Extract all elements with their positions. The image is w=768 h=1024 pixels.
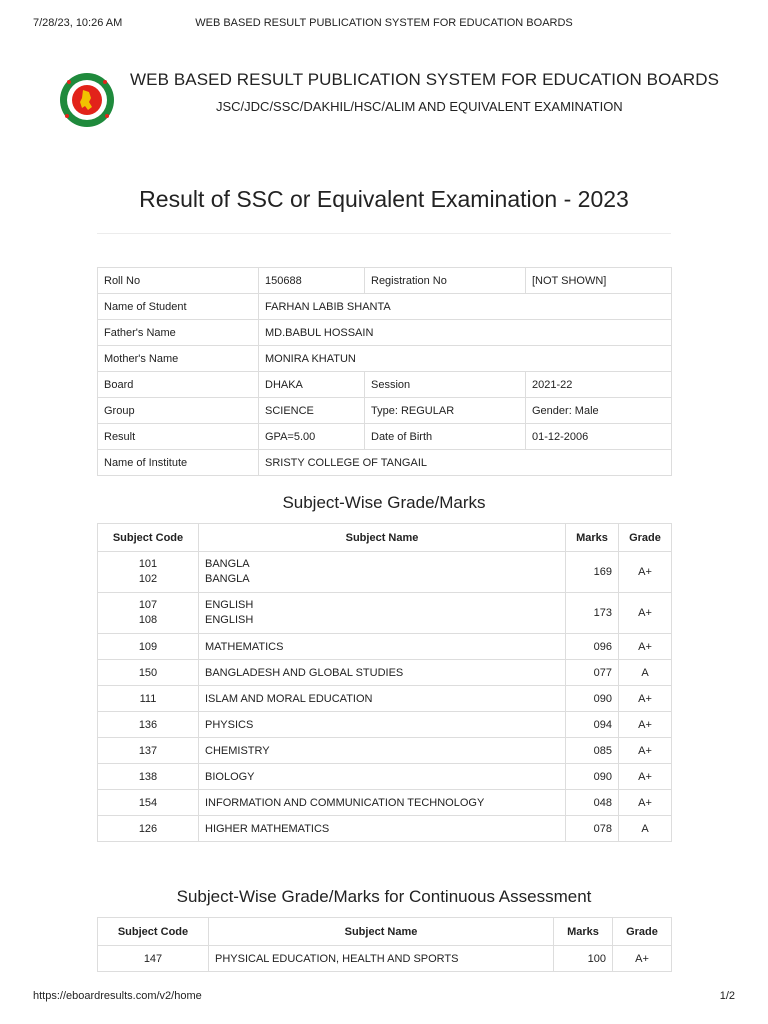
dob-label: Date of Birth — [365, 424, 526, 450]
subject-name: MATHEMATICS — [199, 634, 566, 660]
subject-code: 150 — [98, 660, 199, 686]
subject-code: 111 — [98, 686, 199, 712]
info-row — [98, 398, 672, 424]
subject-name: PHYSICS — [199, 712, 566, 738]
registration-value: [NOT SHOWN] — [526, 268, 672, 294]
subject-code: 136 — [98, 712, 199, 738]
header-grade: Grade — [613, 918, 672, 946]
roll-value: 150688 — [259, 268, 365, 294]
grade-value: A+ — [619, 552, 672, 593]
info-row — [98, 372, 672, 398]
marks-section-title: Subject-Wise Grade/Marks — [282, 493, 486, 512]
subject-code-cell — [98, 552, 199, 593]
subject-code: 138 — [98, 764, 199, 790]
site-title: WEB BASED RESULT PUBLICATION SYSTEM FOR EDUCATION BOARDS — [130, 70, 720, 89]
group-value: SCIENCE — [259, 398, 365, 424]
info-row — [98, 320, 672, 346]
info-row — [98, 268, 672, 294]
table-row — [98, 712, 672, 738]
mother-name-value: MONIRA KHATUN — [259, 346, 672, 372]
grade-value: A — [619, 816, 672, 842]
subject-name: BANGLADESH AND GLOBAL STUDIES — [199, 660, 566, 686]
header-subject-name: Subject Name — [199, 524, 566, 552]
page-url: https://eboardresults.com/v2/home — [33, 990, 202, 1002]
marks-value: 096 — [566, 634, 619, 660]
subject-name: INFORMATION AND COMMUNICATION TECHNOLOGY — [199, 790, 566, 816]
grade-value: A — [619, 660, 672, 686]
marks-value: 094 — [566, 712, 619, 738]
grade-value: A+ — [619, 764, 672, 790]
subject-code: 137 — [98, 738, 199, 764]
print-footer — [33, 990, 735, 1004]
institute-value: SRISTY COLLEGE OF TANGAIL — [259, 450, 672, 476]
info-row — [98, 294, 672, 320]
info-row — [98, 450, 672, 476]
subject-code: 147 — [98, 946, 209, 972]
header-marks: Marks — [566, 524, 619, 552]
board-value: DHAKA — [259, 372, 365, 398]
session-label: Session — [365, 372, 526, 398]
institute-label: Name of Institute — [98, 450, 259, 476]
subject-name: BIOLOGY — [199, 764, 566, 790]
subject-name: BANGLA — [205, 573, 250, 585]
site-subtitle — [130, 99, 730, 114]
type-value: Type: REGULAR — [365, 398, 526, 424]
grade-value: A+ — [619, 686, 672, 712]
table-row — [98, 764, 672, 790]
info-row — [98, 424, 672, 450]
subject-code: 126 — [98, 816, 199, 842]
header-subject-code: Subject Code — [98, 524, 199, 552]
grade-value: A+ — [619, 593, 672, 634]
continuous-assessment-table — [97, 917, 672, 972]
header-marks: Marks — [554, 918, 613, 946]
roll-label: Roll No — [98, 268, 259, 294]
header-grade: Grade — [619, 524, 672, 552]
marks-value: 090 — [566, 764, 619, 790]
grade-value: A+ — [613, 946, 672, 972]
result-title: Result of SSC or Equivalent Examination - 2023 — [139, 186, 629, 212]
subject-name-cell — [199, 552, 566, 593]
subject-name-cell — [199, 593, 566, 634]
header-subject-code: Subject Code — [98, 918, 209, 946]
subject-name: ENGLISH — [205, 614, 254, 626]
marks-value: 078 — [566, 816, 619, 842]
ca-section-title: Subject-Wise Grade/Marks for Continuous Assessment — [176, 887, 592, 906]
print-datetime: 7/28/23, 10:26 AM — [33, 17, 123, 29]
page-number: 1/2 — [719, 990, 735, 1002]
student-info-table — [97, 267, 672, 476]
table-row — [98, 552, 672, 593]
subject-code: 154 — [98, 790, 199, 816]
table-row — [98, 946, 672, 972]
table-row — [98, 634, 672, 660]
subject-name: ENGLISH — [205, 599, 254, 611]
marks-value: 173 — [566, 593, 619, 634]
site-subtitle-text: JSC/JDC/SSC/DAKHIL/HSC/ALIM AND EQUIVALENT EXAMINATION — [216, 99, 623, 114]
father-name-value: MD.BABUL HOSSAIN — [259, 320, 672, 346]
marks-value: 085 — [566, 738, 619, 764]
grade-value: A+ — [619, 790, 672, 816]
subject-code: 102 — [138, 573, 158, 585]
ca-header-row — [98, 918, 672, 946]
header-subject-name: Subject Name — [209, 918, 554, 946]
grade-value: A+ — [619, 634, 672, 660]
father-name-label: Father's Name — [98, 320, 259, 346]
gender-value: Gender: Male — [526, 398, 672, 424]
print-page-title: WEB BASED RESULT PUBLICATION SYSTEM FOR EDUCATION BOARDS — [195, 17, 573, 29]
student-name-value: FARHAN LABIB SHANTA — [259, 294, 672, 320]
marks-value: 090 — [566, 686, 619, 712]
result-value: GPA=5.00 — [259, 424, 365, 450]
table-row — [98, 816, 672, 842]
marks-value: 100 — [554, 946, 613, 972]
marks-value: 048 — [566, 790, 619, 816]
result-label: Result — [98, 424, 259, 450]
subject-code: 109 — [98, 634, 199, 660]
subject-name: ISLAM AND MORAL EDUCATION — [199, 686, 566, 712]
subject-code-cell — [98, 593, 199, 634]
print-header — [33, 17, 735, 31]
subject-code: 107 — [138, 599, 158, 611]
subject-name: CHEMISTRY — [199, 738, 566, 764]
subject-code: 108 — [138, 614, 158, 626]
table-row — [98, 790, 672, 816]
registration-label: Registration No — [365, 268, 526, 294]
table-row — [98, 738, 672, 764]
table-row — [98, 686, 672, 712]
grade-value: A+ — [619, 738, 672, 764]
marks-header-row — [98, 524, 672, 552]
subject-code: 101 — [138, 558, 158, 570]
dob-value: 01-12-2006 — [526, 424, 672, 450]
grade-value: A+ — [619, 712, 672, 738]
table-row — [98, 660, 672, 686]
subject-name: HIGHER MATHEMATICS — [199, 816, 566, 842]
mother-name-label: Mother's Name — [98, 346, 259, 372]
subject-name: BANGLA — [205, 558, 250, 570]
government-seal-logo — [59, 66, 115, 140]
marks-value: 169 — [566, 552, 619, 593]
subject-name: PHYSICAL EDUCATION, HEALTH AND SPORTS — [209, 946, 554, 972]
info-row — [98, 346, 672, 372]
table-row — [98, 593, 672, 634]
student-name-label: Name of Student — [98, 294, 259, 320]
marks-value: 077 — [566, 660, 619, 686]
divider — [97, 233, 671, 234]
session-value: 2021-22 — [526, 372, 672, 398]
group-label: Group — [98, 398, 259, 424]
board-label: Board — [98, 372, 259, 398]
marks-table — [97, 523, 672, 842]
